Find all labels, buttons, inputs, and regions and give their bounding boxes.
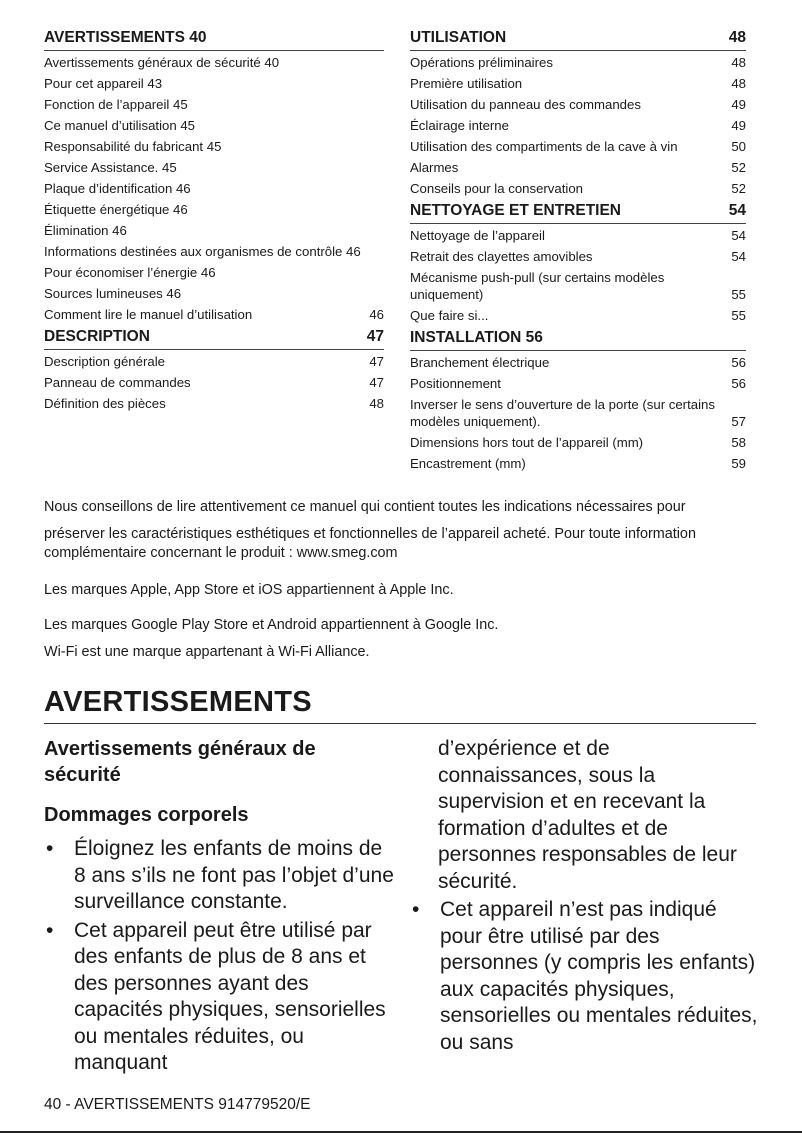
toc-entry-page: 52: [731, 160, 746, 175]
toc-section-description: [44, 327, 384, 412]
bullet-icon: •: [412, 898, 420, 921]
intro-paragraph: Nous conseillons de lire attentivement ce manuel qui contient toutes les indications nécessaires pour: [44, 499, 686, 515]
bullet-text: Cet appareil peut être utilisé par des enfants de plus de 8 ans et des personnes ayant des capacités physiques, sensorielles ou mentales réduites, ou manquant: [74, 918, 386, 1074]
toc-entry[interactable]: [410, 227, 746, 244]
toc-entry-page: 56: [731, 355, 746, 370]
toc-entry-text: Avertissements généraux de sécurité 40: [44, 55, 280, 70]
toc-entry-page: 47: [369, 354, 384, 369]
toc-entry-page: 47: [369, 375, 384, 390]
section-heading: Avertissements généraux de sécurité: [44, 738, 316, 786]
toc-entry-text: Pour cet appareil 43: [44, 76, 163, 91]
toc-entry[interactable]: [44, 138, 384, 155]
toc-entry-text: Nettoyage de l’appareil: [410, 228, 545, 243]
toc-entry[interactable]: [44, 222, 384, 239]
toc-entry-text: Description générale: [44, 354, 165, 369]
toc-entry[interactable]: [410, 138, 746, 155]
intro-paragraph: préserver les caractéristiques esthétiques et fonctionnelles de l’appareil acheté. Pour toute information complémentaire concernant le produit : www.smeg.com: [44, 526, 696, 561]
toc-section-page: 47: [366, 328, 384, 345]
toc-entry-page: 48: [731, 55, 746, 70]
toc-entry-page: 57: [731, 414, 746, 429]
toc-entry[interactable]: [44, 75, 384, 92]
toc-section-title: INSTALLATION 56: [410, 329, 543, 346]
toc-entry[interactable]: [410, 180, 746, 197]
trademark-google: Les marques Google Play Store et Android appartiennent à Google Inc.: [44, 617, 499, 633]
toc-entry[interactable]: [44, 96, 384, 113]
toc-entry[interactable]: [44, 243, 384, 260]
toc-entry[interactable]: [44, 264, 384, 281]
toc-entry-text: Alarmes: [410, 160, 459, 175]
toc-entry[interactable]: [410, 455, 746, 472]
toc-entry-text: Panneau de commandes: [44, 375, 191, 390]
toc-section-title: UTILISATION: [410, 29, 507, 46]
toc-section-installation: [410, 328, 746, 472]
toc-entry-text: Étiquette énergétique 46: [44, 202, 188, 217]
toc-right-column: [410, 28, 746, 476]
toc-entry-text: Première utilisation: [410, 76, 523, 91]
toc-section-utilisation: [410, 28, 746, 197]
bullet-text: Cet appareil n’est pas indiqué pour être utilisé par des personnes (y compris les enfants) aux capacités physiques, sensorielles ou mentales réduites, ou sans: [440, 898, 758, 1054]
toc-section-heading[interactable]: [410, 201, 746, 224]
body-left-column: [44, 736, 394, 1079]
toc-entry[interactable]: [410, 75, 746, 92]
toc-entry-page: 49: [731, 118, 746, 133]
toc-section-heading[interactable]: [410, 328, 746, 351]
toc-entry-text: Élimination 46: [44, 223, 127, 238]
toc-entry-page: 59: [731, 456, 746, 471]
toc-entry-page: 49: [731, 97, 746, 112]
page-footer: 40 - AVERTISSEMENTS 914779520/E: [44, 1096, 311, 1113]
toc-entry-text: Conseils pour la conservation: [410, 181, 583, 196]
bullet-continuation: d’expérience et de connaissances, sous la supervision et en recevant la formation d’adultes et de personnes responsables de leur sécurité.: [438, 737, 737, 893]
toc-entry-page: 58: [731, 435, 746, 450]
toc-entry-text: Opérations préliminaires: [410, 55, 553, 70]
toc-entry-text: Retrait des clayettes amovibles: [410, 249, 593, 264]
toc-entry[interactable]: [44, 306, 384, 323]
subsection-heading: Dommages corporels: [44, 804, 249, 826]
toc-entry[interactable]: [44, 395, 384, 412]
toc-entry[interactable]: [44, 180, 384, 197]
toc-entry-text: Dimensions hors tout de l’appareil (mm): [410, 435, 644, 450]
toc-entry[interactable]: [44, 54, 384, 71]
toc-entry-text: Comment lire le manuel d’utilisation: [44, 307, 253, 322]
bullet-icon: •: [46, 837, 54, 860]
toc-entry-text: Définition des pièces: [44, 396, 166, 411]
bullet-item: [44, 918, 394, 1077]
page-title: AVERTISSEMENTS: [44, 686, 756, 724]
toc-entry[interactable]: [410, 159, 746, 176]
toc-entry[interactable]: [410, 269, 746, 303]
toc-entry[interactable]: [44, 353, 384, 370]
toc-section-page: 54: [728, 202, 746, 219]
toc-entry[interactable]: [44, 159, 384, 176]
toc-entry-page: 56: [731, 376, 746, 391]
toc-entry[interactable]: [410, 396, 746, 430]
toc-entry-text: Ce manuel d’utilisation 45: [44, 118, 196, 133]
toc-entry-text: Responsabilité du fabricant 45: [44, 139, 222, 154]
toc-entry-text: Inverser le sens d’ouverture de la porte (sur certains modèles uniquement).: [410, 397, 715, 429]
toc-entry[interactable]: [410, 354, 746, 371]
toc-entry-text: Sources lumineuses 46: [44, 286, 182, 301]
toc-entry-text: Positionnement: [410, 376, 501, 391]
toc-entry[interactable]: [410, 117, 746, 134]
toc-entry-text: Service Assistance. 45: [44, 160, 177, 175]
toc-section-page: 48: [728, 29, 746, 46]
toc-entry-text: Utilisation du panneau des commandes: [410, 97, 641, 112]
toc-entry[interactable]: [44, 285, 384, 302]
toc-entry[interactable]: [44, 117, 384, 134]
bullet-icon: •: [46, 918, 54, 942]
intro-text: [44, 498, 756, 662]
toc-entry-text: Utilisation des compartiments de la cave à vin: [410, 139, 678, 154]
toc-entry-page: 55: [731, 287, 746, 302]
toc-section-title: DESCRIPTION: [44, 328, 150, 345]
toc-entry-page: 54: [731, 249, 746, 264]
toc-entry-page: 50: [731, 139, 746, 154]
toc-section-heading[interactable]: [44, 327, 384, 350]
toc-entry-page: 55: [731, 308, 746, 323]
toc-entry[interactable]: [410, 307, 746, 324]
toc-entry-text: Pour économiser l’énergie 46: [44, 265, 216, 280]
toc-section-nettoyage: [410, 201, 746, 324]
toc-entry-page: 52: [731, 181, 746, 196]
footer-divider: [0, 1131, 802, 1133]
bullet-item: [410, 897, 760, 1056]
bullet-text: Éloignez les enfants de moins de 8 ans s’ils ne font pas l’objet d’une surveillance constante.: [74, 837, 394, 913]
toc-entry-text: Éclairage interne: [410, 118, 509, 133]
toc-section-title: AVERTISSEMENTS 40: [44, 29, 207, 46]
toc-entry-text: Branchement électrique: [410, 355, 550, 370]
toc-section-avertissements: [44, 28, 384, 323]
toc-section-heading[interactable]: [44, 28, 384, 51]
toc-entry-text: Mécanisme push-pull (sur certains modèles uniquement): [410, 270, 665, 302]
toc-entry-text: Plaque d’identification 46: [44, 181, 191, 196]
toc-entry[interactable]: [44, 374, 384, 391]
toc-section-title: NETTOYAGE ET ENTRETIEN: [410, 202, 622, 219]
toc-entry[interactable]: [410, 248, 746, 265]
trademark-apple: Les marques Apple, App Store et iOS appartiennent à Apple Inc.: [44, 582, 454, 598]
toc-entry-text: Que faire si...: [410, 308, 489, 323]
toc-entry[interactable]: [410, 375, 746, 392]
toc-entry-page: 48: [369, 396, 384, 411]
toc-entry-page: 46: [369, 307, 384, 322]
toc-left-column: [44, 28, 384, 416]
toc-entry[interactable]: [44, 201, 384, 218]
toc-entry[interactable]: [410, 96, 746, 113]
bullet-item: [44, 836, 394, 916]
toc-entry-text: Encastrement (mm): [410, 456, 526, 471]
trademark-wifi: Wi-Fi est une marque appartenant à Wi-Fi Alliance.: [44, 644, 370, 660]
body-right-column: [410, 736, 760, 1058]
toc-section-heading[interactable]: [410, 28, 746, 51]
toc-entry-text: Fonction de l’appareil 45: [44, 97, 188, 112]
toc-entry-page: 48: [731, 76, 746, 91]
toc-entry[interactable]: [410, 54, 746, 71]
toc-entry[interactable]: [410, 434, 746, 451]
toc-entry-text: Informations destinées aux organismes de contrôle 46: [44, 244, 361, 259]
toc-entry-page: 54: [731, 228, 746, 243]
